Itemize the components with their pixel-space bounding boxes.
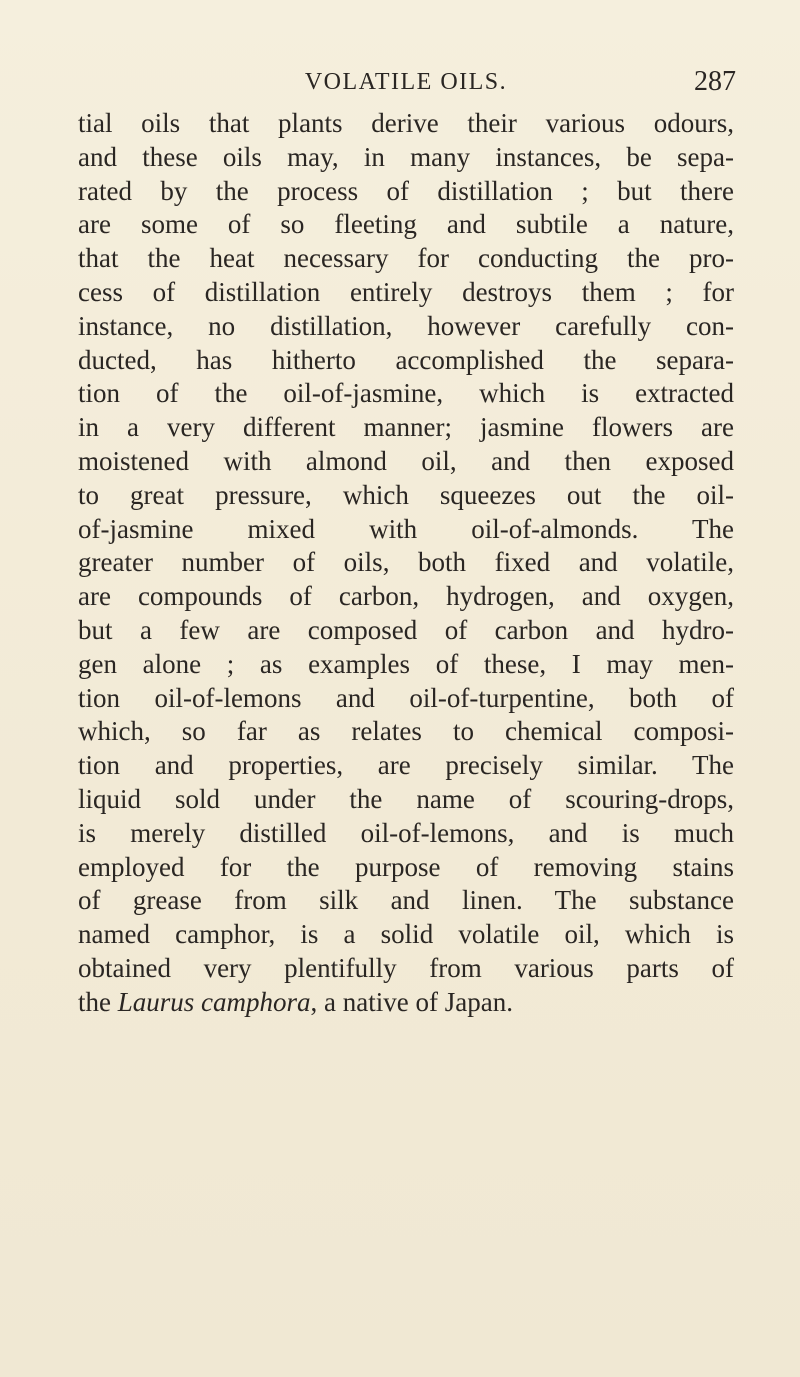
text-line: is merely distilled oil-of-lemons, and is much	[78, 817, 734, 848]
text-line: rated by the process of distillation ; but there	[78, 175, 734, 206]
running-title: VOLATILE OILS.	[304, 69, 508, 95]
italic-species-name: Laurus camphora	[117, 986, 311, 1017]
text-line: obtained very plentifully from various parts of	[78, 952, 734, 983]
text-line: instance, no distillation, however carefully con-	[78, 310, 734, 341]
text-line: tial oils that plants derive their various odours,	[78, 108, 734, 138]
text-line: that the heat necessary for conducting the pro-	[78, 243, 734, 274]
body-text	[78, 107, 734, 1020]
running-head	[76, 64, 736, 100]
text-line: ducted, has hitherto accomplished the separa-	[78, 344, 734, 375]
text-line: tion of the oil-of-jasmine, which is extracted	[78, 378, 734, 409]
text-line: cess of distillation entirely destroys them ; for	[78, 276, 734, 307]
text-line: tion oil-of-lemons and oil-of-turpentine, both of	[78, 682, 734, 713]
text-line: in a very different manner; jasmine flowers are	[78, 412, 734, 443]
text-run: the	[78, 986, 118, 1017]
text-line: employed for the purpose of removing stains	[78, 851, 734, 882]
text-line: but a few are composed of carbon and hydro-	[78, 614, 734, 645]
text-line-final	[78, 986, 734, 1020]
text-line: moistened with almond oil, and then exposed	[78, 445, 734, 476]
page-number: 287	[694, 66, 736, 97]
text-line: to great pressure, which squeezes out the oil-	[78, 479, 734, 510]
text-line: of-jasmine mixed with oil-of-almonds. The	[78, 513, 734, 544]
text-line: gen alone ; as examples of these, I may men-	[78, 648, 734, 679]
text-line: are some of so fleeting and subtile a nature,	[78, 209, 734, 240]
text-line: which, so far as relates to chemical composi-	[78, 716, 734, 747]
text-line: liquid sold under the name of scouring-drops,	[78, 783, 734, 814]
text-line: greater number of oils, both fixed and volatile,	[78, 547, 734, 578]
text-run: , a native of Japan.	[310, 986, 513, 1017]
text-line: are compounds of carbon, hydrogen, and oxygen,	[78, 581, 734, 612]
text-line: and these oils may, in many instances, be sepa-	[78, 141, 734, 172]
text-line: of grease from silk and linen. The substance	[78, 885, 734, 916]
text-line: tion and properties, are precisely similar. The	[78, 750, 734, 781]
text-line: named camphor, is a solid volatile oil, which is	[78, 919, 734, 950]
